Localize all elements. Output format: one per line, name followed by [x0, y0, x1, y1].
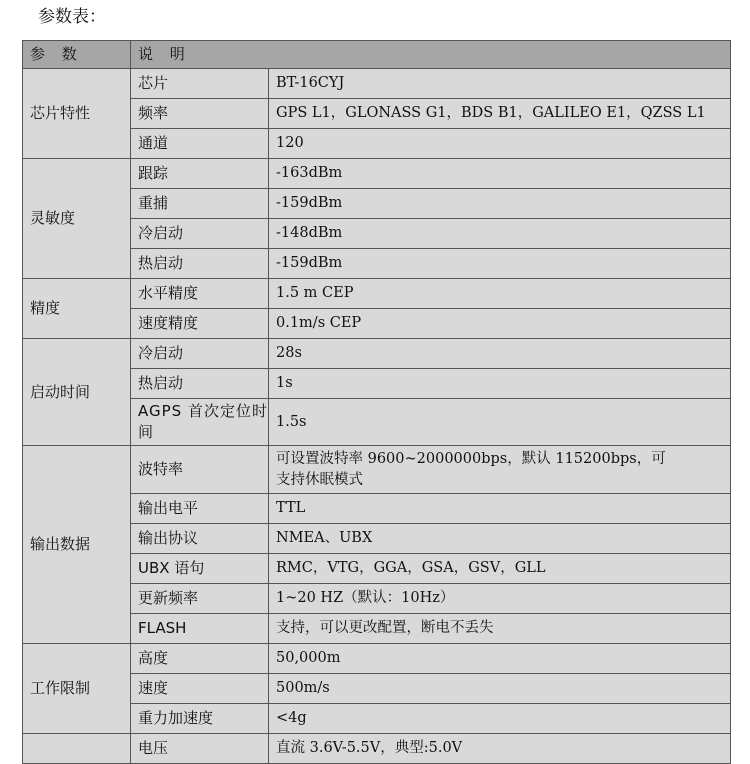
value-cell: <4g [269, 704, 731, 734]
param-cell: 冷启动 [131, 339, 269, 369]
value-cell: 50,000m [269, 644, 731, 674]
param-cell: 芯片 [131, 69, 269, 99]
value-cell: 500m/s [269, 674, 731, 704]
page-title: 参数表： [38, 7, 106, 27]
param-cell: 冷启动 [131, 219, 269, 249]
param-cell: 电压 [131, 734, 269, 764]
param-cell: 通道 [131, 129, 269, 159]
group-startup-time: 启动时间 [23, 339, 131, 446]
value-cell: 支持，可以更改配置，断电不丢失 [269, 614, 731, 644]
value-cell: 0.1m/s CEP [269, 309, 731, 339]
param-cell: 输出电平 [131, 494, 269, 524]
group-accuracy: 精度 [23, 279, 131, 339]
value-cell: 28s [269, 339, 731, 369]
value-cell: BT-16CYJ [269, 69, 731, 99]
value-cell: TTL [269, 494, 731, 524]
param-cell: 高度 [131, 644, 269, 674]
group-sensitivity: 灵敏度 [23, 159, 131, 279]
param-cell: 速度精度 [131, 309, 269, 339]
value-cell: -148dBm [269, 219, 731, 249]
param-cell: 跟踪 [131, 159, 269, 189]
spec-table [22, 40, 731, 764]
table-row [23, 339, 731, 369]
value-cell: 可设置波特率 9600~2000000bps，默认 115200bps，可支持休眠模式 [269, 446, 731, 494]
value-cell: NMEA、UBX [269, 524, 731, 554]
param-cell: 水平精度 [131, 279, 269, 309]
param-cell: 波特率 [131, 446, 269, 494]
value-cell: -159dBm [269, 249, 731, 279]
param-cell: 重捕 [131, 189, 269, 219]
table-row [23, 159, 731, 189]
param-cell: AGPS 首次定位时间 [131, 399, 269, 446]
param-cell: 速度 [131, 674, 269, 704]
header-param: 参 数 [23, 41, 131, 69]
value-cell: 直流 3.6V-5.5V，典型:5.0V [269, 734, 731, 764]
group-power [23, 734, 131, 764]
param-cell: 更新频率 [131, 584, 269, 614]
value-cell: -159dBm [269, 189, 731, 219]
value-cell: 1.5s [269, 399, 731, 446]
table-row [23, 69, 731, 99]
table-row [23, 446, 731, 494]
value-cell: RMC，VTG，GGA，GSA，GSV，GLL [269, 554, 731, 584]
group-output-data: 输出数据 [23, 446, 131, 644]
param-cell: 重力加速度 [131, 704, 269, 734]
table-row [23, 734, 731, 764]
value-cell: -163dBm [269, 159, 731, 189]
table-row [23, 279, 731, 309]
param-cell: UBX 语句 [131, 554, 269, 584]
value-cell: 1~20 HZ（默认：10Hz） [269, 584, 731, 614]
value-cell: 1s [269, 369, 731, 399]
value-cell: GPS L1，GLONASS G1，BDS B1，GALILEO E1，QZSS L1 [269, 99, 731, 129]
param-cell: 热启动 [131, 249, 269, 279]
param-cell: 热启动 [131, 369, 269, 399]
group-operating-limits: 工作限制 [23, 644, 131, 734]
table-header-row [23, 41, 731, 69]
group-chip-features: 芯片特性 [23, 69, 131, 159]
param-cell: 输出协议 [131, 524, 269, 554]
value-cell: 1.5 m CEP [269, 279, 731, 309]
param-cell: 频率 [131, 99, 269, 129]
table-row [23, 644, 731, 674]
param-cell: FLASH [131, 614, 269, 644]
header-desc: 说 明 [131, 41, 731, 69]
value-cell: 120 [269, 129, 731, 159]
